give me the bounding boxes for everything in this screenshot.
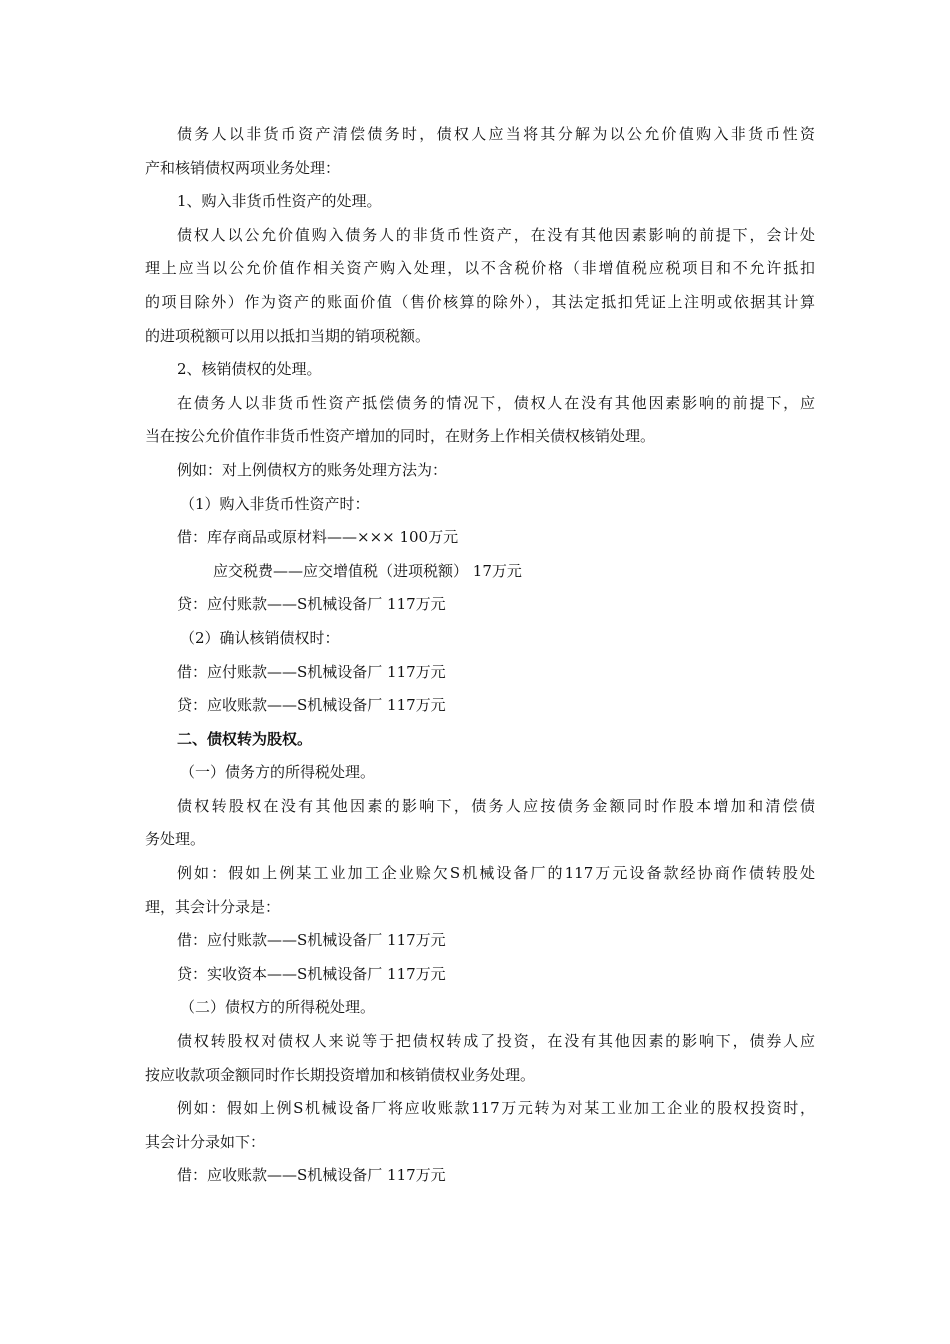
- paragraph-line: 债权转股权在没有其他因素的影响下，债务人应按债务金额同时作股本增加和清偿债: [177, 796, 815, 815]
- paragraph-line: 例如：假如上例某工业加工企业赊欠S机械设备厂的117万元设备款经协商作债转股处: [177, 864, 815, 883]
- section-heading: 1、购入非货币性资产的处理。: [177, 192, 382, 211]
- example-line: 例如：对上例债权方的账务处理方法为：: [177, 460, 448, 479]
- paragraph-line: 的项目除外）作为资产的账面价值（售价核算的除外），其法定抵扣凭证上注明或依据其计算: [145, 292, 815, 311]
- paragraph-line: 理，其会计分录是：: [145, 897, 281, 916]
- paragraph-line: 其会计分录如下：: [145, 1132, 266, 1151]
- step-heading: （2）确认核销债权时：: [180, 628, 340, 647]
- paragraph-line: 按应收款项金额同时作长期投资增加和核销债权业务处理。: [145, 1065, 536, 1084]
- paragraph-line: 债权人以公允价值购入债务人的非货币性资产，在没有其他因素影响的前提下，会计处: [177, 225, 815, 244]
- journal-entry-debit: 借：应收账款——S机械设备厂 117万元: [177, 1166, 446, 1185]
- journal-entry-credit: 贷：实收资本——S机械设备厂 117万元: [177, 964, 446, 983]
- paragraph-line: 理上应当以公允价值作相关资产购入处理，以不含税价格（非增值税应税项目和不允许抵扣: [145, 259, 815, 278]
- subsection-heading: （一）债务方的所得税处理。: [180, 763, 376, 782]
- paragraph-line: 产和核销债权两项业务处理：: [145, 158, 341, 177]
- paragraph-line: 在债务人以非货币性资产抵偿债务的情况下，债权人在没有其他因素影响的前提下，应: [177, 393, 815, 412]
- journal-entry-debit: 借：应付账款——S机械设备厂 117万元: [177, 662, 446, 681]
- paragraph-line: 债权转股权对债权人来说等于把债权转成了投资，在没有其他因素的影响下，债券人应: [177, 1032, 815, 1051]
- chapter-heading: 二、债权转为股权。: [177, 729, 313, 748]
- journal-entry-debit: 借：库存商品或原材料——××× 100万元: [177, 528, 459, 547]
- paragraph-line: 的进项税额可以用以抵扣当期的销项税额。: [145, 326, 431, 345]
- subsection-heading: （二）债权方的所得税处理。: [180, 998, 376, 1017]
- paragraph-line: 例如：假如上例S机械设备厂将应收账款117万元转为对某工业加工企业的股权投资时，: [177, 1099, 815, 1118]
- paragraph-line: 当在按公允价值作非货币性资产增加的同时，在财务上作相关债权核销处理。: [145, 427, 656, 446]
- document-body: [145, 118, 815, 1193]
- paragraph-line: 务处理。: [145, 830, 206, 849]
- section-heading: 2、核销债权的处理。: [177, 360, 322, 379]
- journal-entry-credit: 贷：应付账款——S机械设备厂 117万元: [177, 595, 446, 614]
- paragraph-line: 债务人以非货币资产清偿债务时，债权人应当将其分解为以公允价值购入非货币性资: [177, 125, 815, 143]
- journal-entry-debit-sub: 应交税费——应交增值税（进项税额） 17万元: [213, 561, 522, 580]
- step-heading: （1）购入非货币性资产时：: [180, 494, 370, 513]
- journal-entry-debit: 借：应付账款——S机械设备厂 117万元: [177, 931, 446, 950]
- journal-entry-credit: 贷：应收账款——S机械设备厂 117万元: [177, 696, 446, 715]
